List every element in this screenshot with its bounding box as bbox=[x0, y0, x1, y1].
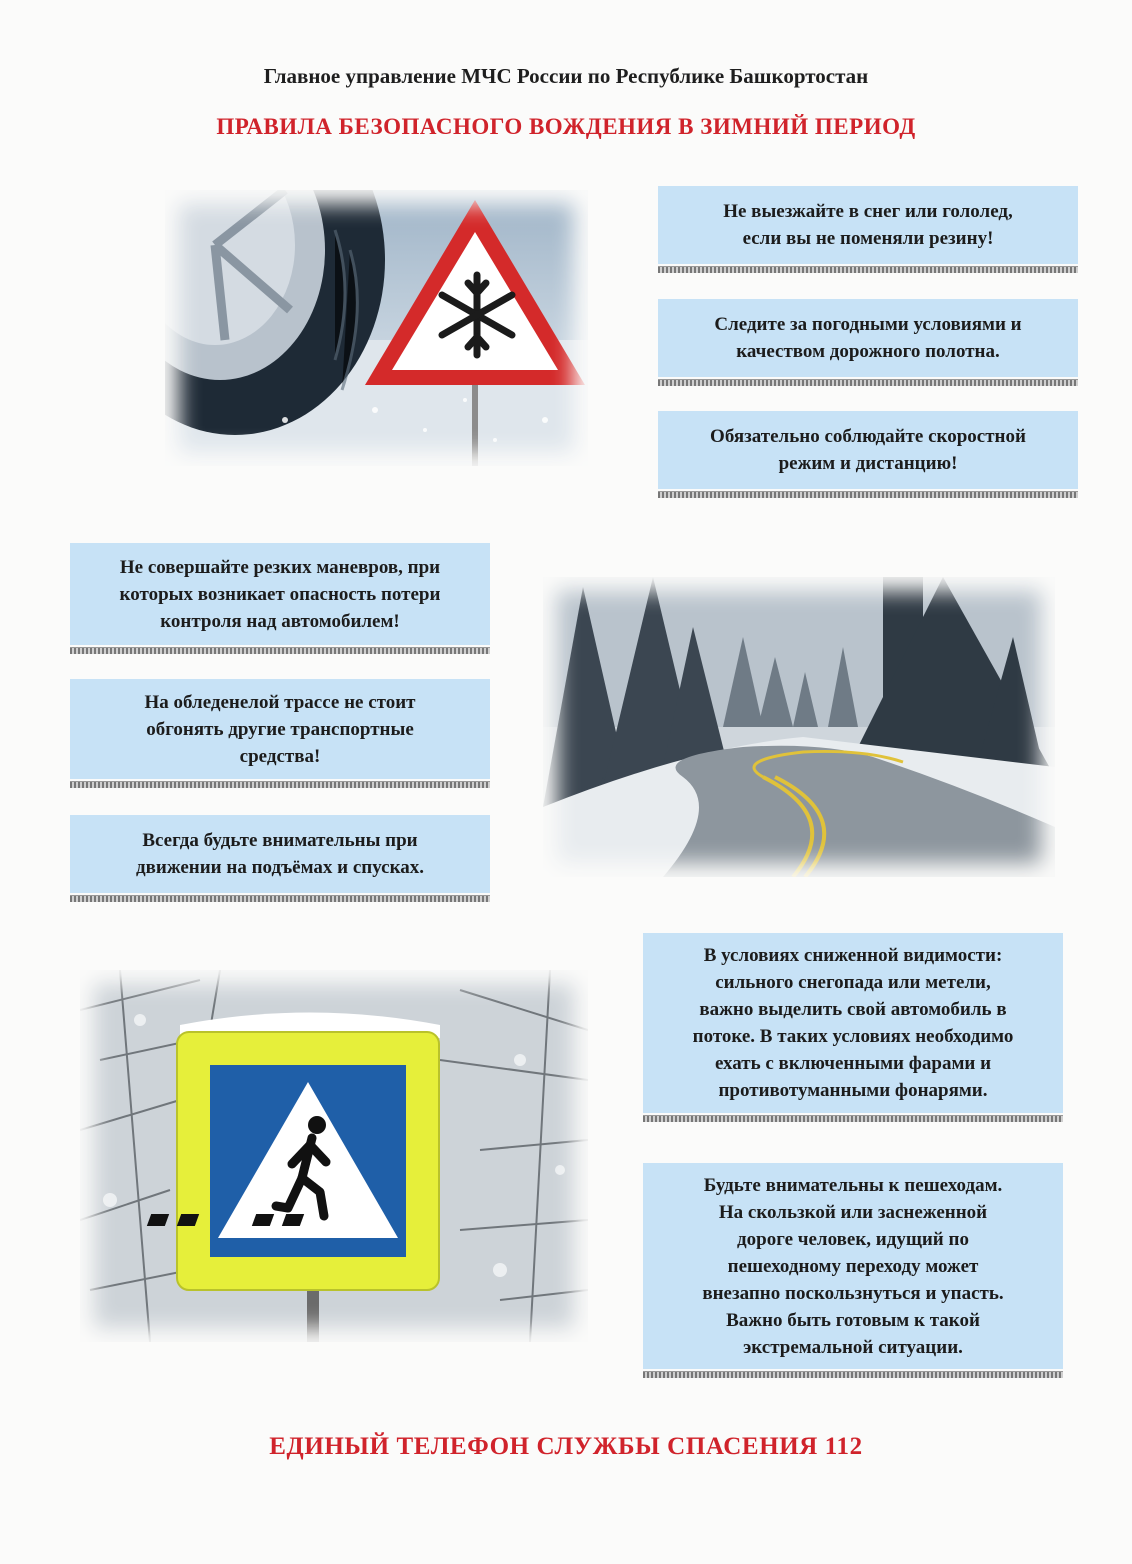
tip-speed-distance bbox=[658, 411, 1078, 489]
page-title: ПРАВИЛА БЕЗОПАСНОГО ВОЖДЕНИЯ В ЗИМНИЙ ПЕРИОД bbox=[216, 114, 916, 139]
tip-weather-conditions bbox=[658, 299, 1078, 377]
tip-text: На обледенелой трассе не стоит обгонять другие транспортные средства! bbox=[144, 691, 416, 767]
tip-text: Всегда будьте внимательны при движении на подъёмах и спусках. bbox=[136, 830, 424, 878]
tip-text: В условиях сниженной видимости: сильного снегопада или метели, важно выделить свой автомобиль в потоке. В таких условиях необходимо ехать с включенными фарами и противотуманными фонарями. bbox=[692, 945, 1014, 1101]
winter-road-image bbox=[543, 577, 1055, 877]
crosswalk-sign-image bbox=[80, 970, 588, 1342]
tire-snow-sign-image bbox=[165, 190, 588, 466]
tip-no-sharp-maneuvers bbox=[70, 543, 490, 645]
tip-no-overtaking bbox=[70, 679, 490, 779]
tip-change-tires bbox=[658, 186, 1078, 264]
tip-text: Следите за погодными условиями и качеством дорожного полотна. bbox=[714, 314, 1022, 362]
tip-text: Обязательно соблюдайте скоростной режим и дистанцию! bbox=[710, 426, 1026, 474]
tip-text: Не выезжайте в снег или гололед, если вы не поменяли резину! bbox=[723, 201, 1013, 249]
tip-text: Будьте внимательны к пешеходам. На скользкой или заснеженной дороге человек, идущий по пешеходному переходу может внезапно поскользнуться и упасть. Важно быть готовым к такой экстремальной ситуации. bbox=[702, 1174, 1004, 1358]
rescue-hotline: ЕДИНЫЙ ТЕЛЕФОН СЛУЖБЫ СПАСЕНИЯ 112 bbox=[269, 1433, 863, 1460]
organization-header: Главное управление МЧС России по Республике Башкортостан bbox=[263, 64, 869, 88]
tip-low-visibility-lights bbox=[643, 933, 1063, 1113]
tip-text: Не совершайте резких маневров, при которых возникает опасность потери контроля над автомобилем! bbox=[119, 556, 441, 632]
tip-pedestrians-attention bbox=[643, 1163, 1063, 1369]
tip-slopes-attention bbox=[70, 815, 490, 893]
